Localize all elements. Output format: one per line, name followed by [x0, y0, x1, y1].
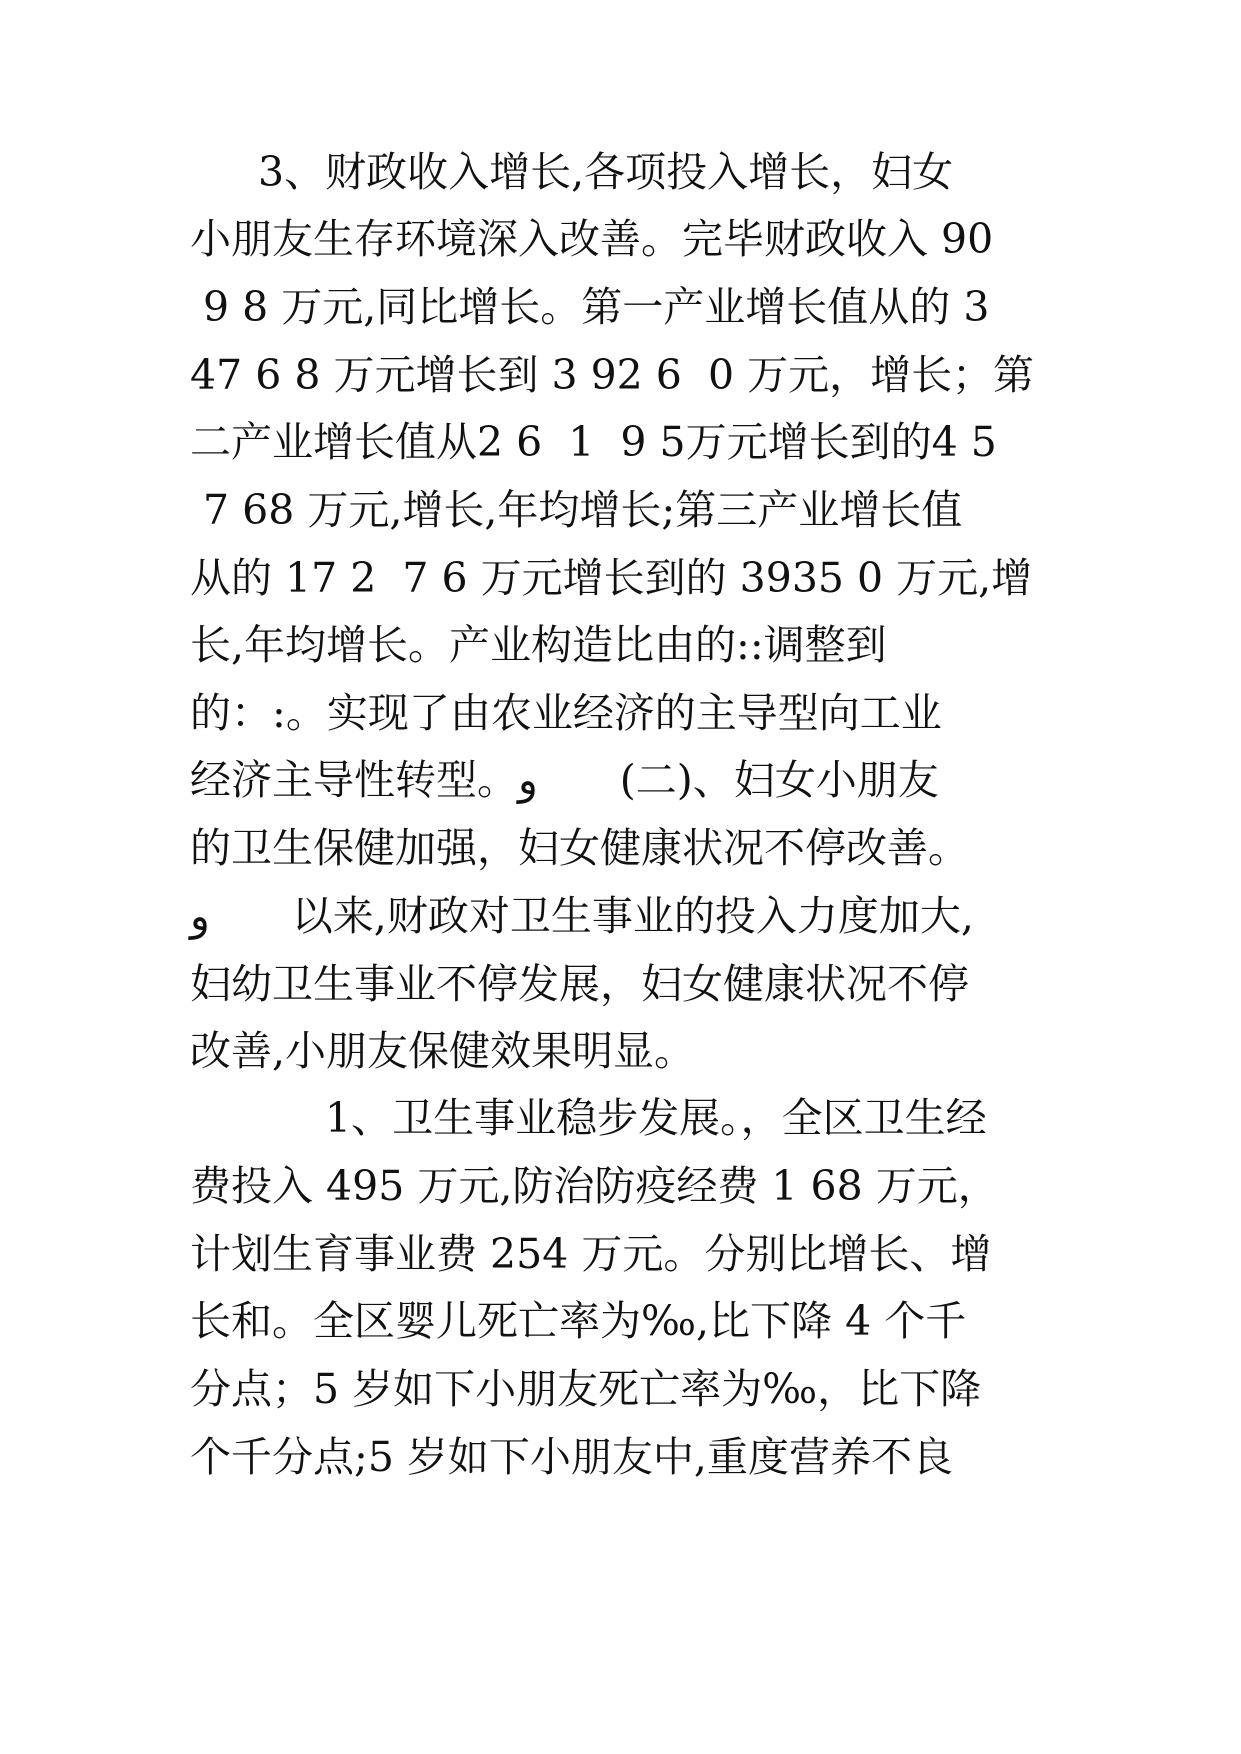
text-line: 经济主导性转型。و (二)、妇女小朋友: [190, 756, 939, 804]
text-line: 3、财政收入增长,各项投入增长，妇女: [258, 148, 954, 196]
text-line: 7 68 万元,增长,年均增长;第三产业增长值: [190, 486, 963, 534]
text-line: 1、卫生事业稳步发展。，全区卫生经: [325, 1094, 987, 1142]
text-line: 计划生育事业费 254 万元。分别比增长、增: [190, 1230, 992, 1278]
text-line: 妇幼卫生事业不停发展，妇女健康状况不停: [190, 960, 969, 1008]
text-line: 9 8 万元,同比增长。第一产业增长值从的 3: [190, 283, 990, 331]
text-line: 费投入 495 万元,防治防疫经费 1 68 万元，: [190, 1162, 999, 1210]
text-line: 小朋友生存环境深入改善。完毕财政收入 90: [190, 215, 994, 263]
text-line: 二产业增长值从2 6 1 9 5万元增长到的4 5: [190, 418, 997, 466]
text-line: و 以来,财政对卫生事业的投入力度加大,: [190, 892, 974, 940]
text-line: 的卫生保健加强，妇女健康状况不停改善。: [190, 824, 969, 872]
text-line: 47 6 8 万元增长到 3 92 6 0 万元，增长；第: [190, 351, 1035, 399]
text-line: 改善,小朋友保健效果明显。: [190, 1027, 696, 1075]
text-line: 的：:。实现了由农业经济的主导型向工业: [190, 689, 942, 737]
text-line: 长,年均增长。产业构造比由的::调整到: [190, 621, 887, 669]
text-line: 从的 17 2 7 6 万元增长到的 3935 0 万元,增: [190, 554, 1033, 602]
text-line: 个千分点;5 岁如下小朋友中,重度营养不良: [190, 1433, 953, 1481]
text-line: 长和。全区婴儿死亡率为‰,比下降 4 个千: [190, 1297, 967, 1345]
text-line: 分点；5 岁如下小朋友死亡率为‰，比下降: [190, 1365, 982, 1413]
